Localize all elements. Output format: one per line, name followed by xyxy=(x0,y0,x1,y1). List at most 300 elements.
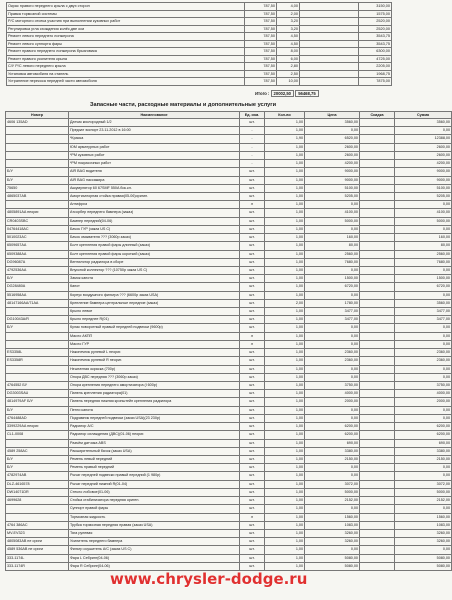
labor-cell-n xyxy=(300,40,359,48)
labor-cell-rate: 787,50 xyxy=(245,25,277,33)
labor-row xyxy=(7,33,392,41)
parts-cell: 3260,00 xyxy=(305,538,360,546)
parts-row xyxy=(6,406,452,414)
parts-cell: шт. xyxy=(240,119,265,127)
parts-cell: 1,00 xyxy=(265,464,305,472)
labor-cell-sum: 3150,00 xyxy=(359,3,392,11)
parts-cell xyxy=(6,127,69,135)
parts-row xyxy=(6,505,452,513)
parts-cell xyxy=(360,365,395,373)
parts-row xyxy=(6,546,452,554)
parts-cell: 1,00 xyxy=(265,151,305,159)
parts-row xyxy=(6,119,452,127)
parts-cell: Петли капота xyxy=(69,406,240,414)
parts-cell: шт. xyxy=(240,529,265,537)
labor-cell-name: Устранение перекоса передней части автомобиля xyxy=(7,78,245,86)
parts-cell: 1,00 xyxy=(265,439,305,447)
parts-section-title: Запасные части, расходные материалы и дополнительные услуги xyxy=(90,102,277,108)
parts-cell xyxy=(360,521,395,529)
parts-cell: 1,00 xyxy=(265,332,305,340)
parts-cell: 1,00 xyxy=(265,382,305,390)
parts-cell: 1,00 xyxy=(265,390,305,398)
parts-cell: Панель крепления радиатора(01) xyxy=(69,390,240,398)
parts-cell: - xyxy=(240,143,265,151)
parts-cell: 80,00 xyxy=(305,242,360,250)
parts-cell xyxy=(360,209,395,217)
labor-cell-rate: 787,50 xyxy=(245,70,277,78)
parts-cell: 5205,00 xyxy=(305,192,360,200)
parts-cell: шт. xyxy=(240,414,265,422)
parts-cell: 1,00 xyxy=(265,546,305,554)
parts-cell: CL1-0008 xyxy=(6,431,69,439)
parts-cell: 2150,00 xyxy=(305,455,360,463)
parts-cell: Расширительный бачок (заказ USA) xyxy=(69,447,240,455)
parts-cell xyxy=(360,464,395,472)
parts-cell xyxy=(360,192,395,200)
parts-cell: шт. xyxy=(240,538,265,546)
parts-cell: Б/У xyxy=(6,464,69,472)
parts-cell: Стойка стабилизатора передняя ориген. xyxy=(69,497,240,505)
parts-cell: Крепление бампера центральные передние (заказ) xyxy=(69,299,240,307)
parts-cell: Впускной коллектор ??? (10750р заказ US С) xyxy=(69,266,240,274)
parts-header-cell: Ед. изм. xyxy=(240,112,265,119)
labor-cell-sum: 1575,00 xyxy=(359,10,392,18)
labor-row xyxy=(7,63,392,71)
parts-cell: *РМ кузовных работ xyxy=(69,151,240,159)
parts-cell xyxy=(360,135,395,143)
parts-row xyxy=(6,398,452,406)
parts-cell: шт. xyxy=(240,225,265,233)
parts-header-cell: Номер xyxy=(6,112,69,119)
parts-cell: *Краска xyxy=(69,135,240,143)
parts-cell xyxy=(360,225,395,233)
labor-cell-sum: 1968,75 xyxy=(359,70,392,78)
parts-cell: Рычаг передний нижний R(01-04) xyxy=(69,480,240,488)
parts-cell: 1,00 xyxy=(265,225,305,233)
parts-cell xyxy=(6,340,69,348)
parts-row xyxy=(6,234,452,242)
parts-cell: 3750,00 xyxy=(305,382,360,390)
parts-cell: шт. xyxy=(240,283,265,291)
parts-cell: Корпус воздушного фильтра ??? (6600р заказ USA) xyxy=(69,291,240,299)
parts-cell: ЮМ арматурных работ xyxy=(69,143,240,151)
parts-row xyxy=(6,192,452,200)
labor-cell-hours: 8,00 xyxy=(277,48,300,56)
parts-row xyxy=(6,209,452,217)
parts-cell: шт. xyxy=(240,562,265,570)
parts-row xyxy=(6,455,452,463)
parts-cell xyxy=(6,505,69,513)
parts-cell: шт. xyxy=(240,349,265,357)
parts-row xyxy=(6,488,452,496)
parts-cell: 690,00 xyxy=(305,439,360,447)
labor-total-sub: 20002,50 xyxy=(271,90,294,97)
parts-cell: 3260,00 xyxy=(395,529,452,537)
parts-cell: 0,00 xyxy=(305,225,360,233)
parts-cell: AIR BAG пассажира xyxy=(69,176,240,184)
parts-cell: Б/У xyxy=(6,176,69,184)
parts-cell: 3477,00 xyxy=(395,308,452,316)
parts-cell xyxy=(360,562,395,570)
parts-cell: 6200,00 xyxy=(395,431,452,439)
labor-row xyxy=(7,40,392,48)
parts-cell: шт. xyxy=(240,455,265,463)
parts-cell: 0,00 xyxy=(305,546,360,554)
parts-cell: 4200,00 xyxy=(395,160,452,168)
parts-header-cell: Скидка xyxy=(360,112,395,119)
parts-table xyxy=(5,111,452,571)
labor-cell-hours: 2,80 xyxy=(277,63,300,71)
parts-cell: Бачок ГУР (заказ US С) xyxy=(69,225,240,233)
parts-cell: л xyxy=(240,332,265,340)
parts-cell: шт. xyxy=(240,382,265,390)
parts-cell: 6200,00 xyxy=(305,431,360,439)
parts-cell: 0,00 xyxy=(395,201,452,209)
parts-cell: 1,00 xyxy=(265,184,305,192)
parts-cell: 2150,00 xyxy=(395,455,452,463)
parts-cell xyxy=(360,308,395,316)
parts-cell: 4699628 xyxy=(6,497,69,505)
parts-cell xyxy=(6,135,69,143)
parts-cell: Радиатор охлаждения (ДВС)(01-06) неориг. xyxy=(69,431,240,439)
parts-row xyxy=(6,291,452,299)
parts-cell: 1,00 xyxy=(265,414,305,422)
parts-cell: 1,00 xyxy=(265,176,305,184)
parts-cell xyxy=(6,308,69,316)
parts-cell: шт. xyxy=(240,184,265,192)
parts-cell: шт. xyxy=(240,472,265,480)
parts-cell: Болт крепления правой фары длинный (заказ) xyxy=(69,242,240,250)
parts-cell: шт. xyxy=(240,209,265,217)
parts-cell: 9000,00 xyxy=(395,176,452,184)
parts-cell: 1,00 xyxy=(265,283,305,291)
parts-cell xyxy=(360,217,395,225)
parts-cell: 160,00 xyxy=(305,234,360,242)
parts-cell: Рычаг передней подвески правый передний (1 980р) xyxy=(69,472,240,480)
parts-cell: 4814979AF Б/У xyxy=(6,398,69,406)
parts-cell: 1,00 xyxy=(265,316,305,324)
parts-cell: 4100,00 xyxy=(305,209,360,217)
parts-cell: 0,00 xyxy=(395,127,452,135)
parts-cell: 0,00 xyxy=(305,291,360,299)
parts-cell xyxy=(6,513,69,521)
parts-cell: 1,00 xyxy=(265,217,305,225)
labor-cell-sum: 2520,00 xyxy=(359,25,392,33)
parts-cell: 12388,00 xyxy=(395,135,452,143)
parts-cell: 2360,00 xyxy=(305,349,360,357)
parts-row xyxy=(6,184,452,192)
parts-table-body xyxy=(6,119,452,571)
parts-row xyxy=(6,324,452,332)
parts-cell xyxy=(360,299,395,307)
parts-cell: 4805083AB не ориги xyxy=(6,538,69,546)
parts-row xyxy=(6,472,452,480)
parts-cell: 48147166AA/71AA xyxy=(6,299,69,307)
labor-total xyxy=(255,91,319,96)
parts-cell: 5010023AC xyxy=(6,234,69,242)
parts-cell: 4764488AD xyxy=(6,414,69,422)
parts-cell: шт. xyxy=(240,505,265,513)
parts-cell: 0,00 xyxy=(395,505,452,513)
parts-cell: 80,00 xyxy=(395,242,452,250)
parts-cell: 1,00 xyxy=(265,324,305,332)
parts-cell: 1,00 xyxy=(265,266,305,274)
parts-cell: 0,00 xyxy=(305,464,360,472)
parts-cell: 1,00 xyxy=(265,275,305,283)
labor-row xyxy=(7,18,392,26)
parts-cell: 1500,00 xyxy=(305,275,360,283)
parts-cell xyxy=(360,143,395,151)
parts-cell: 0,00 xyxy=(305,332,360,340)
parts-cell: DW14071DR xyxy=(6,488,69,496)
parts-cell: Крыло переднее R(01) xyxy=(69,316,240,324)
parts-cell: 1,00 xyxy=(265,521,305,529)
parts-cell: 3260,00 xyxy=(305,529,360,537)
parts-row xyxy=(6,349,452,357)
parts-cell xyxy=(6,365,69,373)
parts-cell: DG96087A xyxy=(6,258,69,266)
parts-row xyxy=(6,513,452,521)
parts-row xyxy=(6,316,452,324)
parts-cell: - xyxy=(240,151,265,159)
parts-cell: Панель передняя нижняя кронштейн крепления радиатора xyxy=(69,398,240,406)
parts-cell: 1,00 xyxy=(265,406,305,414)
parts-row xyxy=(6,242,452,250)
parts-row xyxy=(6,258,452,266)
parts-cell: 1,00 xyxy=(265,423,305,431)
parts-cell: ES3358L xyxy=(6,349,69,357)
parts-cell: 0,00 xyxy=(305,340,360,348)
parts-cell: 1,00 xyxy=(265,242,305,250)
labor-cell-hours: 3,20 xyxy=(277,18,300,26)
parts-cell: CR0403SBC xyxy=(6,217,69,225)
parts-cell: шт. xyxy=(240,275,265,283)
parts-row xyxy=(6,250,452,258)
parts-cell: 4865037AB xyxy=(6,192,69,200)
parts-cell: 1,00 xyxy=(265,365,305,373)
labor-cell-name: Правка тормозной системы xyxy=(7,10,245,18)
parts-cell xyxy=(360,176,395,184)
parts-row xyxy=(6,340,452,348)
parts-cell: 6509388AA xyxy=(6,250,69,258)
parts-cell: 2560,00 xyxy=(305,250,360,258)
parts-cell: шт. xyxy=(240,266,265,274)
parts-cell: 2600,00 xyxy=(395,143,452,151)
labor-cell-name: Установка автомобиля на стапель xyxy=(7,70,245,78)
parts-cell: 0,00 xyxy=(305,373,360,381)
parts-cell: 1780,00 xyxy=(305,299,360,307)
parts-cell: шт. xyxy=(240,554,265,562)
parts-row xyxy=(6,135,452,143)
parts-cell: Ремень левый передний xyxy=(69,455,240,463)
parts-cell: шт. xyxy=(240,431,265,439)
parts-cell: Ремень правый передний xyxy=(69,464,240,472)
labor-cell-n xyxy=(300,55,359,63)
parts-cell: 1083,00 xyxy=(395,521,452,529)
parts-cell: 1,00 xyxy=(265,447,305,455)
labor-cell-sum: 7875,00 xyxy=(359,78,392,86)
parts-cell xyxy=(360,201,395,209)
parts-row xyxy=(6,390,452,398)
labor-cell-hours: 4,50 xyxy=(277,40,300,48)
parts-cell: 2560,00 xyxy=(395,250,452,258)
site-watermark: www.chrysler-dodge.ru xyxy=(110,570,308,588)
parts-cell: 2152,00 xyxy=(395,497,452,505)
parts-cell xyxy=(6,201,69,209)
parts-cell: Бачок омывателя ??? (3060р заказ) xyxy=(69,234,240,242)
labor-cell-name: Ремонт правого переднего лонжерона брызговика xyxy=(7,48,245,56)
parts-cell: 0,00 xyxy=(305,201,360,209)
labor-table-body xyxy=(7,3,392,86)
parts-cell: 0,00 xyxy=(305,505,360,513)
parts-cell: Радиатор A/C xyxy=(69,423,240,431)
parts-cell: 1500,00 xyxy=(395,275,452,283)
labor-cell-hours: 10,00 xyxy=(277,78,300,86)
parts-cell: шт. xyxy=(240,365,265,373)
parts-cell xyxy=(360,505,395,513)
parts-cell: л xyxy=(240,513,265,521)
labor-cell-n xyxy=(300,3,359,11)
parts-cell: 1083,00 xyxy=(305,521,360,529)
parts-cell: Стекло лобовое(01-06) xyxy=(69,488,240,496)
parts-cell: DG3003SAU xyxy=(6,390,69,398)
parts-cell: Предзат экспорт 23.11.2012 в 16:00 xyxy=(69,127,240,135)
parts-cell xyxy=(360,119,395,127)
parts-cell: 3380,00 xyxy=(395,447,452,455)
parts-cell: 1,00 xyxy=(265,209,305,217)
parts-cell: 1,00 xyxy=(265,513,305,521)
parts-cell: 4782974AB xyxy=(6,472,69,480)
labor-cell-hours: 4,50 xyxy=(277,33,300,41)
parts-cell: Б/У xyxy=(6,455,69,463)
parts-cell: Атсорбер переднего бампера (заказ) xyxy=(69,209,240,217)
parts-cell xyxy=(360,242,395,250)
parts-cell: Капот xyxy=(69,283,240,291)
parts-cell: 7680,00 xyxy=(395,258,452,266)
parts-row xyxy=(6,143,452,151)
parts-cell: 0,00 xyxy=(395,225,452,233)
parts-cell: 3477,00 xyxy=(395,316,452,324)
parts-row xyxy=(6,160,452,168)
parts-header-cell: Кол-во xyxy=(265,112,305,119)
parts-cell xyxy=(360,349,395,357)
parts-cell: 2360,00 xyxy=(395,349,452,357)
parts-cell: 6720,00 xyxy=(395,283,452,291)
parts-cell: Кулак поворотный правый передней подвески (9600р) xyxy=(69,324,240,332)
parts-cell: MV-EV323 xyxy=(6,529,69,537)
parts-cell xyxy=(360,250,395,258)
parts-cell: 0,00 xyxy=(395,464,452,472)
labor-cell-hours: 2,50 xyxy=(277,70,300,78)
parts-cell: 1,00 xyxy=(265,529,305,537)
parts-cell: 2600,00 xyxy=(395,151,452,159)
parts-cell: 0,00 xyxy=(395,291,452,299)
parts-cell xyxy=(360,480,395,488)
parts-cell: 0,00 xyxy=(395,332,452,340)
parts-cell xyxy=(360,127,395,135)
parts-cell: 3477,00 xyxy=(305,316,360,324)
parts-row xyxy=(6,521,452,529)
labor-cell-sum: 3543,75 xyxy=(359,33,392,41)
parts-cell: 0,00 xyxy=(395,472,452,480)
parts-cell: шт. xyxy=(240,390,265,398)
parts-cell: шт. xyxy=(240,521,265,529)
parts-cell xyxy=(360,184,395,192)
parts-cell xyxy=(360,275,395,283)
parts-cell: 1,00 xyxy=(265,538,305,546)
parts-cell: 1,00 xyxy=(265,349,305,357)
parts-cell: 04764418AC xyxy=(6,225,69,233)
parts-cell: 3072,00 xyxy=(395,480,452,488)
parts-cell xyxy=(360,431,395,439)
parts-cell: шт. xyxy=(240,406,265,414)
parts-cell xyxy=(360,373,395,381)
parts-cell: 4606 135AD xyxy=(6,119,69,127)
labor-cell-name: Ремонт правого усилителя крыла xyxy=(7,55,245,63)
parts-cell: шт. xyxy=(240,423,265,431)
parts-cell: 9000,00 xyxy=(305,176,360,184)
parts-cell: 0,00 xyxy=(395,365,452,373)
parts-cell xyxy=(360,538,395,546)
parts-cell: шт. xyxy=(240,480,265,488)
labor-cell-sum: 2520,00 xyxy=(359,18,392,26)
parts-row xyxy=(6,480,452,488)
parts-cell: 2360,00 xyxy=(395,357,452,365)
parts-header-cell: Цена xyxy=(305,112,360,119)
parts-cell: 1,00 xyxy=(265,127,305,135)
parts-row xyxy=(6,529,452,537)
labor-cell-rate: 787,50 xyxy=(245,3,277,11)
parts-cell: 3560,00 xyxy=(395,299,452,307)
parts-row xyxy=(6,538,452,546)
labor-cell-sum: 6300,00 xyxy=(359,48,392,56)
parts-cell: шт. xyxy=(240,299,265,307)
parts-cell: 2152,00 xyxy=(305,497,360,505)
parts-cell: Фильтр осушитель A/C (заказ US С) xyxy=(69,546,240,554)
parts-cell: 0,00 xyxy=(395,406,452,414)
parts-row xyxy=(6,201,452,209)
parts-cell: 0,00 xyxy=(305,324,360,332)
parts-cell: Опора ДВС передняя ??? (3060р заказ) xyxy=(69,373,240,381)
parts-cell: шт. xyxy=(240,308,265,316)
parts-cell: шт. xyxy=(240,242,265,250)
labor-cell-rate: 787,50 xyxy=(245,33,277,41)
parts-cell: Фара L Себринг(04-06) xyxy=(69,554,240,562)
parts-cell: Б/У xyxy=(6,168,69,176)
labor-cell-n xyxy=(300,78,359,86)
labor-cell-hours: 4,00 xyxy=(277,3,300,11)
parts-row xyxy=(6,439,452,447)
parts-cell: 2000,00 xyxy=(305,398,360,406)
parts-cell: 9000,00 xyxy=(395,168,452,176)
parts-cell: шт. xyxy=(240,324,265,332)
parts-cell: 2600,00 xyxy=(305,151,360,159)
parts-header-cell: Сумма xyxy=(395,112,452,119)
labor-cell-n xyxy=(300,18,359,26)
labor-cell-n xyxy=(300,25,359,33)
labor-cell-rate: 787,50 xyxy=(245,10,277,18)
parts-cell: шт. xyxy=(240,488,265,496)
parts-cell: шт. xyxy=(240,464,265,472)
parts-cell: 5516958AA xyxy=(6,291,69,299)
parts-cell: 6509657AA xyxy=(6,242,69,250)
parts-cell: AIR BAG водителя xyxy=(69,168,240,176)
parts-cell: Суппорт правой фары xyxy=(69,505,240,513)
labor-cell-rate: 787,50 xyxy=(245,55,277,63)
parts-cell: 4000,00 xyxy=(395,390,452,398)
parts-cell: Б/У xyxy=(6,275,69,283)
parts-cell: Трубка тормозная передняя правая (заказ USA) xyxy=(69,521,240,529)
